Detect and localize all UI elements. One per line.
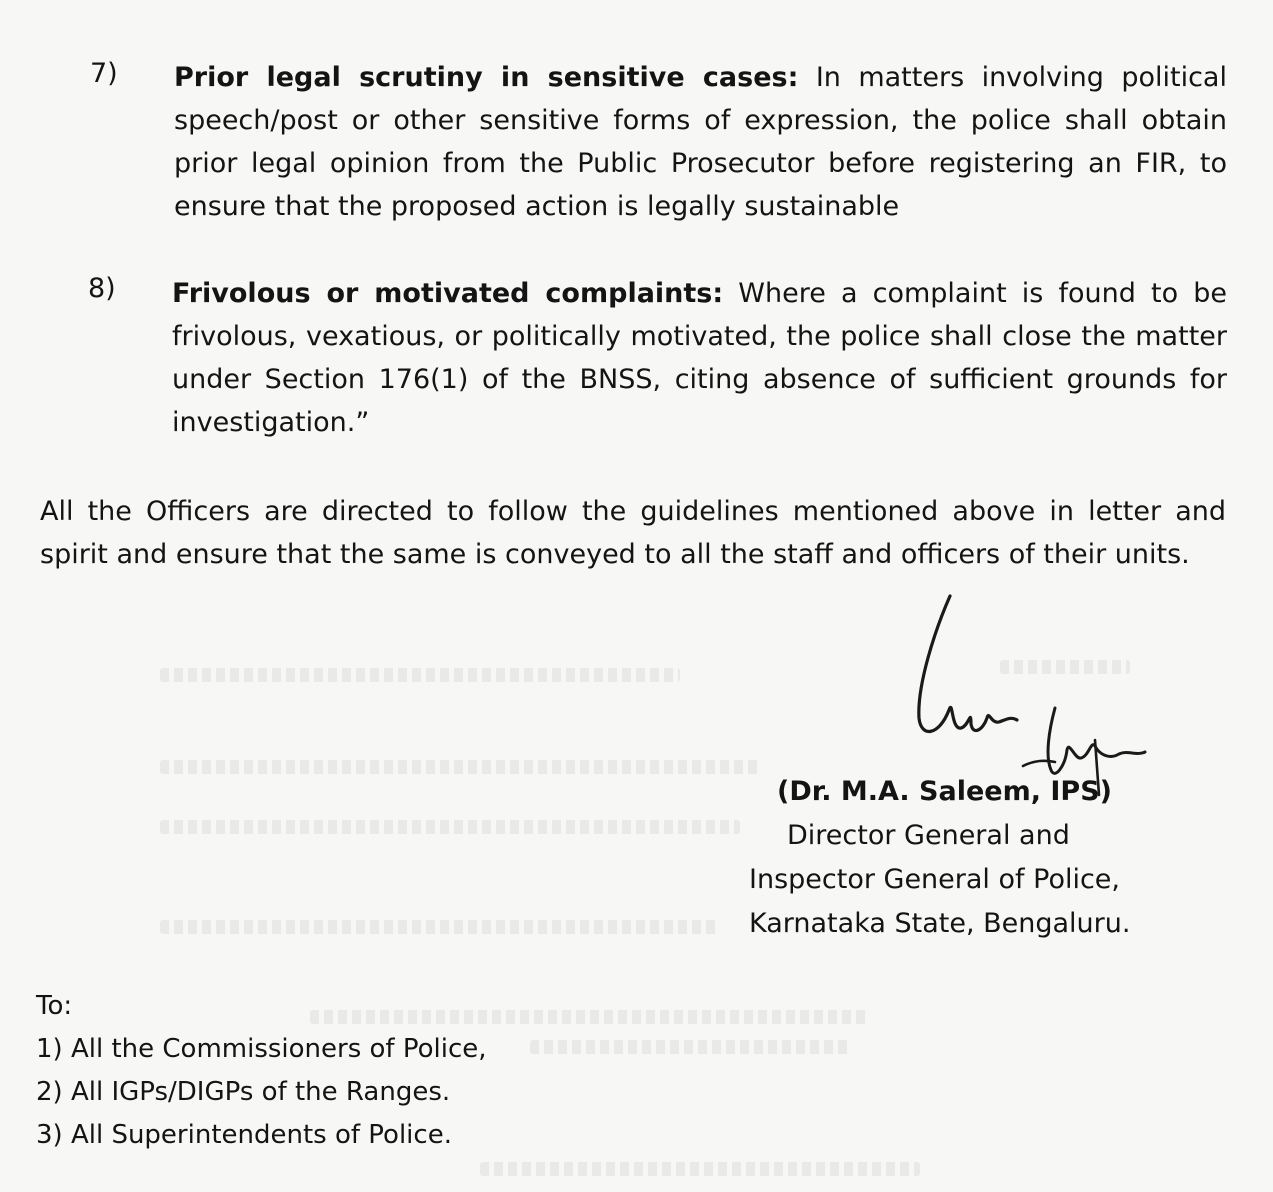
item-number: 7) xyxy=(90,58,118,89)
bleed-through-mark xyxy=(530,1040,850,1054)
item-body xyxy=(172,272,1227,444)
recipient-item: 2) All IGPs/DIGPs of the Ranges. xyxy=(36,1077,451,1107)
signatory-name: (Dr. M.A. Saleem, IPS) xyxy=(777,776,1113,807)
item-text: In matters involving political speech/post or other sensitive forms of expression, the police shall obtain prior legal opinion from the Public Prosecutor before registering an FIR, to ensure that the proposed action is legally sustainable xyxy=(174,62,1227,222)
signatory-designation: Karnataka State, Bengaluru. xyxy=(749,908,1131,939)
handwritten-signature xyxy=(905,590,1155,800)
signature-block xyxy=(745,770,1165,946)
bleed-through-mark xyxy=(160,820,740,834)
item-text: Where a complaint is found to be frivolous, vexatious, or politically motivated, the police shall close the matter under Section 176(1) of the BNSS, citing absence of sufficient grounds for investigation.” xyxy=(172,278,1227,438)
bleed-through-mark xyxy=(160,760,760,774)
signatory-designation: Director General and xyxy=(787,820,1070,851)
recipient-item: 1) All the Commissioners of Police, xyxy=(36,1034,487,1064)
item-heading: Prior legal scrutiny in sensitive cases: xyxy=(174,62,799,93)
bleed-through-mark xyxy=(160,920,720,934)
item-body xyxy=(174,56,1227,228)
directive-paragraph: All the Officers are directed to follow the guidelines mentioned above in letter and spirit and ensure that the same is conveyed to all the staff and officers of their units. xyxy=(40,496,1226,570)
recipients-block xyxy=(36,985,487,1157)
signatory-designation: Inspector General of Police, xyxy=(749,864,1120,895)
item-heading: Frivolous or motivated complaints: xyxy=(172,278,724,309)
bleed-through-mark xyxy=(480,1162,920,1176)
bleed-through-mark xyxy=(160,668,680,682)
item-number: 8) xyxy=(88,273,116,304)
recipients-label: To: xyxy=(36,991,73,1021)
recipient-item: 3) All Superintendents of Police. xyxy=(36,1120,452,1150)
